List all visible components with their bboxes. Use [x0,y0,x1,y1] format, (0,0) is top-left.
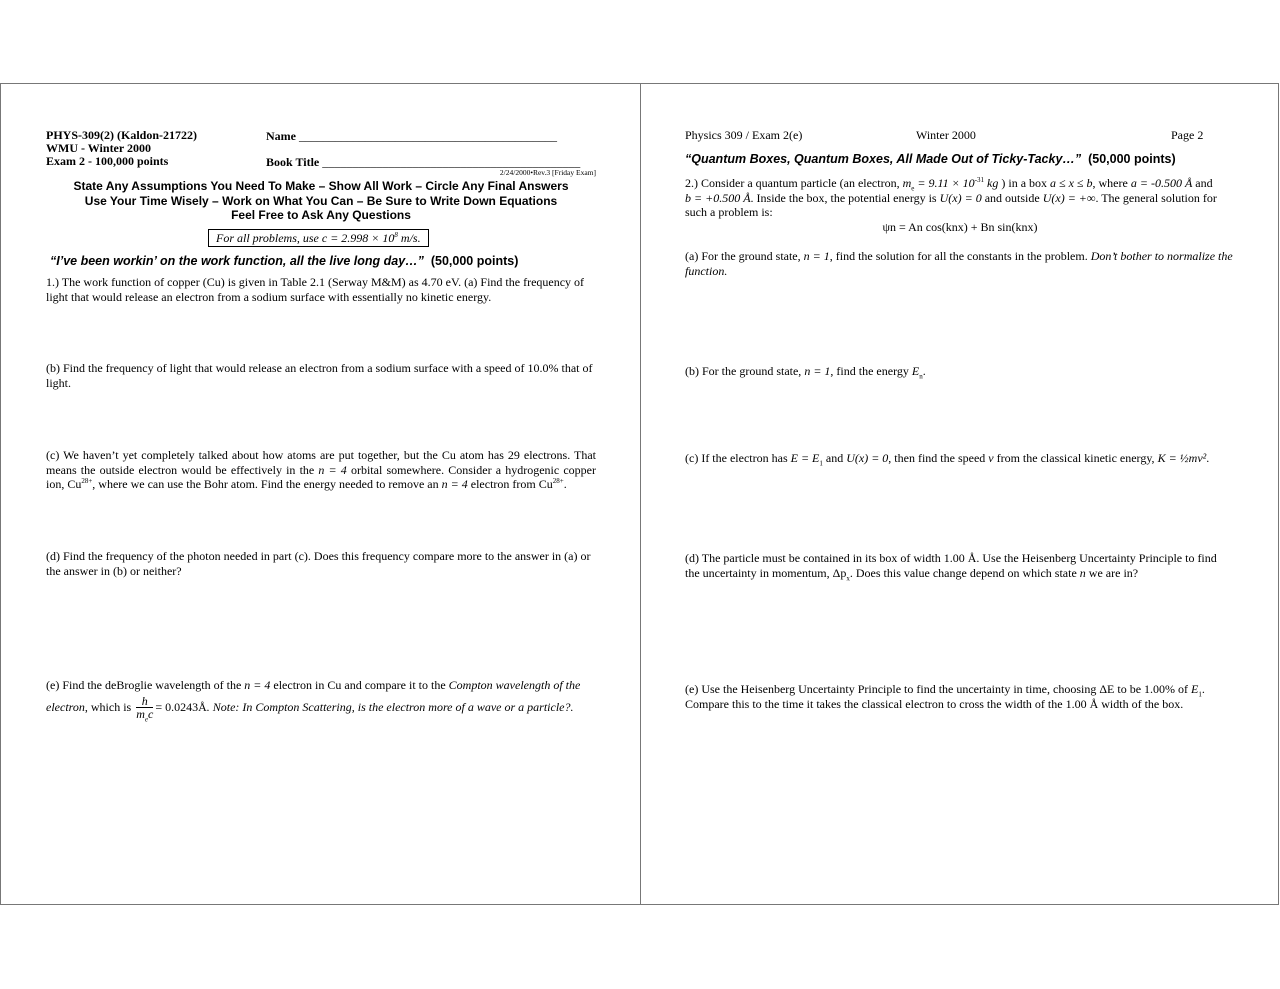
q1e-text: (e) Find the deBroglie wavelength of the [46,678,245,692]
q2c-text: , then find the speed [888,451,989,465]
section-2-quote: “Quantum Boxes, Quantum Boxes, All Made Out of Ticky-Tacky…” [685,152,1082,166]
q2a-text: (a) For the ground state, [685,249,804,263]
q2b-text: (b) For the ground state, [685,364,805,378]
q2a-note: Don’t bother to normalize the function. [685,249,1233,278]
q2c-energy: E = E [790,451,820,465]
page-2 [685,84,1235,904]
question-2c [685,451,1233,466]
q2-text: and outside [981,190,1043,205]
q1c-text: orbital somewhere. Consider a hydrogenic copper ion, Cu [46,462,596,491]
instruction-line: State Any Assumptions You Need To Make – Show All Work – Circle Any Final Answers [73,179,569,193]
book-title-blank: ___________________________________________ [322,155,581,169]
q1e-compton: Compton wavelength of the [448,678,581,692]
instruction-line: Feel Free to Ask Any Questions [231,208,411,222]
q2e-energy: E [1191,682,1199,696]
q2c-text: from the classical kinetic energy, [993,451,1158,465]
question-1c [46,448,596,492]
q1c-text: . [563,477,567,491]
q1c-n-value: n = 4 [441,477,468,491]
exam-sheet [0,83,1279,905]
constant-exponent: 8 [394,231,398,239]
q2-text: and [1192,176,1213,190]
exam-line: Exam 2 - 100,000 points [46,154,169,168]
question-2e [685,682,1233,711]
q2-range: a ≤ x ≤ b [1050,176,1093,190]
page-2-header-left: Physics 309 / Exam 2(e) [685,128,803,142]
question-1b: (b) Find the frequency of light that would release an electron from a sodium surface with a speed of 10.0% that of light. [46,361,593,390]
school-line: WMU - Winter 2000 [46,141,151,155]
q1e-electron: electron [46,699,85,714]
q1e-text: , which is [84,699,135,714]
q2e-energy-sub: 1 [1198,690,1202,699]
section-1-quote: “I’ve been workin’ on the work function, all the live long day…” [50,254,424,268]
q2e-text: (e) Use the Heisenberg Uncertainty Principle to find the uncertainty in time, choosing ΔE to be 1.00% of [685,682,1192,696]
fraction-mass: m [136,706,145,721]
q1e-text: electron in Cu and compare it to the [270,678,449,692]
q1e-note: . Note: In Compton Scattering, is the electron more of a wave or a particle?. [206,699,574,714]
book-title-label: Book Title [266,155,320,169]
q1c-text: (c) We haven’t yet completely talked about how atoms are put together, but the Cu atom has 29 electrons. That means the outside electron would be effectively in the [46,448,596,477]
q2c-text: (c) If the electron has [685,451,791,465]
exam-instructions [46,179,596,223]
q2-mass-sub: e [911,184,915,193]
section-1-points: (50,000 points) [430,254,519,268]
q2-b-value: b = +0.500 Å [685,190,751,205]
name-field[interactable] [266,129,557,144]
q1c-text: , where we can use the Bohr atom. Find the energy needed to remove an [92,477,442,491]
page-2-header-right: Page 2 [1171,128,1204,142]
q2c-speed: v [988,451,994,465]
q2c-text: and [822,451,847,465]
q1c-charge: 28+ [81,477,93,485]
q2a-text: , find the solution for all the constants in the problem. [829,249,1091,263]
q2b-n-value: n = 1 [804,364,831,378]
question-2d [685,551,1233,580]
fraction-mass-sub: e [144,714,148,723]
question-1a: 1.) The work function of copper (Cu) is given in Table 2.1 (Serway M&M) as 4.70 eV. (a) Find the frequency of light that would release an electron from a sodium surface with essentially no kinetic energy. [46,275,585,304]
fraction-c: c [148,706,154,721]
q2e-text: . Compare this to the time it takes the classical electron to cross the width of the 1.00 Å width of the box. [685,682,1205,711]
q2-text: . The general solution for such a problem is: [685,190,1217,219]
q2b-energy: E [911,364,920,378]
constant-suffix: m/s. [397,231,421,245]
constant-box [208,229,429,247]
q2-text: . Inside the box, the potential energy is [750,190,940,205]
q2-mass-unit: kg [984,176,999,190]
revision-note: 2/24/2000•Rev.3 [Friday Exam] [499,168,596,177]
section-1-title [50,254,518,268]
page-1 [46,84,596,904]
q1c-charge: 28+ [552,477,564,485]
question-2b [685,364,1233,379]
wavefunction-equation: ψn = An cos(knx) + Bn sin(knx) [882,220,1038,234]
name-label: Name [266,129,296,143]
q2c-kinetic: K = ½mv² [1157,451,1207,465]
fraction-numerator: h [136,695,153,708]
q2b-text: . [922,364,926,378]
section-2-points: (50,000 points) [1088,152,1176,166]
q2d-sub: x [846,573,850,582]
q2-text: ) in a box [998,176,1051,190]
course-line: PHYS-309(2) (Kaldon-21722) [46,128,197,142]
section-2-title [685,152,1176,166]
q1c-n-value: n = 4 [318,462,347,477]
q2-potential-inside: U(x) = 0 [939,190,982,205]
q2-a-value: a = -0.500 Å [1130,176,1193,190]
page-divider [640,84,641,904]
question-2-intro [685,176,1233,220]
question-1e [46,678,596,721]
constant-prefix: For all problems, use c = 2.998 × 10 [216,231,395,245]
page-2-header-center: Winter 2000 [916,128,976,142]
q2d-text: (d) The particle must be contained in its box of width 1.00 Å. Use the Heisenberg Uncertainty Principle to find the uncertainty in momentum, Δp [685,551,1217,580]
q2-mass: m [902,176,912,190]
fraction-denominator [136,708,153,721]
q2c-energy-sub: 1 [819,459,823,468]
compton-fraction [136,695,153,721]
q1c-text: electron from Cu [467,477,553,491]
q2b-text: , find the energy [830,364,912,378]
q2b-energy-sub: n [919,372,923,381]
q2c-text: . [1206,451,1210,465]
question-1d: (d) Find the frequency of the photon needed in part (c). Does this frequency compare more to the answer in (a) or the answer in (b) or neither? [46,549,591,578]
q2d-text: . Does this value change depend on which state [849,565,1080,580]
q2-text: 2.) Consider a quantum particle (an electron, [685,176,903,190]
q2a-n-value: n = 1 [803,249,830,263]
course-header [46,129,197,168]
q2d-text: we are in? [1085,565,1139,580]
q2-mass-exp: -31 [974,176,985,184]
q2-mass-value: = 9.11 × 10 [914,176,975,190]
q2c-potential: U(x) = 0 [846,451,889,465]
q2d-n: n [1079,565,1086,580]
question-2a [685,249,1233,278]
instruction-line: Use Your Time Wisely – Work on What You Can – Be Sure to Write Down Equations [84,193,558,208]
q2-potential-outside: U(x) = +∞ [1042,190,1096,205]
q1e-n-value: n = 4 [244,678,271,692]
name-blank: ___________________________________________ [299,129,557,143]
q2-text: , where [1092,176,1131,190]
q1e-value: = 0.0243Å [155,699,207,714]
